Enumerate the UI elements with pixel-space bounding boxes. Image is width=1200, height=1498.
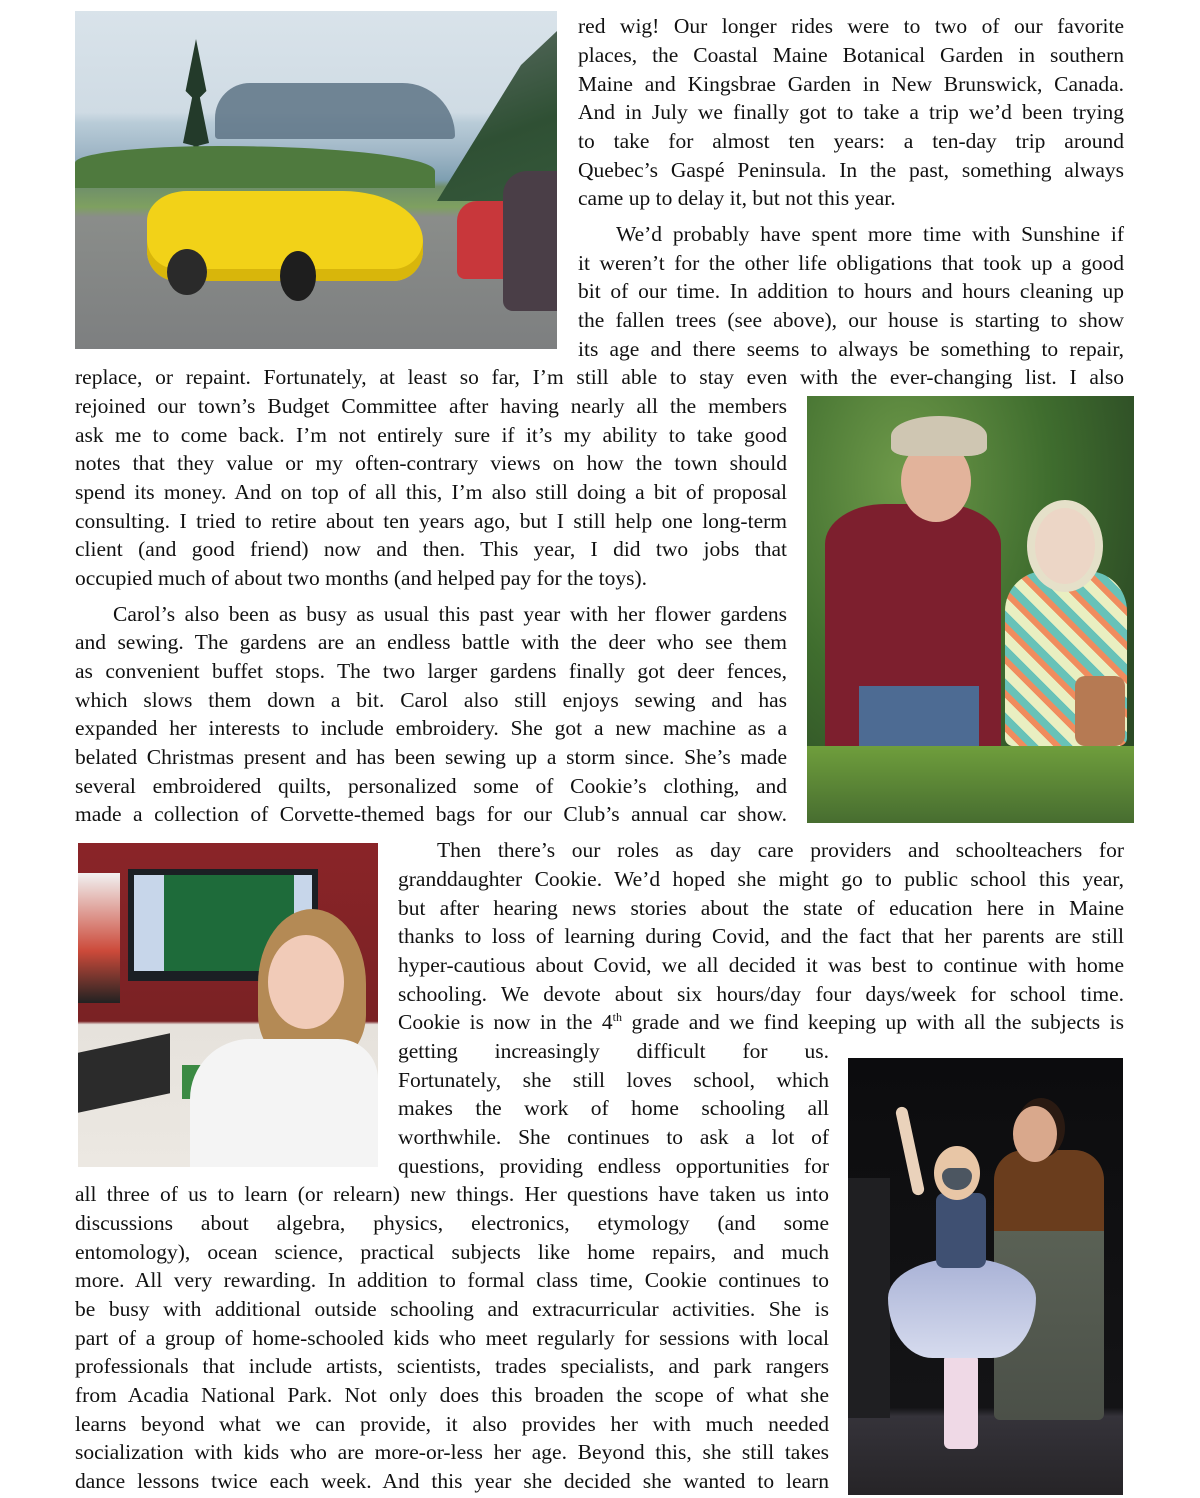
text-line: granddaughter Cookie. We’d hoped she might go to public school this year,: [398, 867, 1124, 891]
text-line: and sewing. The gardens are an endless battle with the deer who see them: [75, 630, 787, 654]
text-line: consulting. I tried to retire about ten years ago, but I still help one long-term: [75, 509, 787, 533]
text-line: spend its money. And on top of all this, I’m also still doing a bit of proposal: [75, 480, 787, 504]
text-line: as convenient buffet stops. The two larger gardens finally got deer fences,: [75, 659, 787, 683]
text-line: Then there’s our roles as day care providers and schoolteachers for: [437, 838, 1124, 862]
text-line: from Acadia National Park. Not only does this broaden the scope of what she: [75, 1383, 829, 1407]
text-line: made a collection of Corvette-themed bags for our Club’s annual car show.: [75, 802, 787, 826]
text-line: Maine and Kingsbrae Garden in New Brunswick, Canada.: [578, 72, 1124, 96]
text-line: its age and there seems to always be something to repair,: [578, 337, 1124, 361]
text-line: occupied much of about two months (and helped pay for the toys).: [75, 566, 647, 590]
text-line: several embroidered quilts, personalized some of Cookie’s clothing, and: [75, 774, 787, 798]
text-line: the fallen trees (see above), our house is starting to show: [578, 308, 1124, 332]
text-line: client (and good friend) now and then. This year, I did two jobs that: [75, 537, 787, 561]
text-line: it weren’t for the other life obligations that took up a good: [578, 251, 1124, 275]
text-line: Fortunately, she still loves school, which: [398, 1068, 829, 1092]
text-line: thanks to loss of learning during Covid, and the fact that her parents are still: [398, 924, 1124, 948]
ordinal-superscript: th: [612, 1010, 622, 1024]
text-line: dance lessons twice each week. And this year she decided she wanted to learn: [75, 1469, 829, 1493]
text-line: expanded her interests to include embroidery. She got a new machine as a: [75, 716, 787, 740]
text-line: replace, or repaint. Fortunately, at least so far, I’m still able to stay even with the ever-changing list. I also: [75, 365, 1124, 389]
text-line: but after hearing news stories about the state of education here in Maine: [398, 896, 1124, 920]
text-line: which slows them down a bit. Carol also still enjoys sewing and has: [75, 688, 787, 712]
text-line: belated Christmas present and has been sewing up a storm since. She’s made: [75, 745, 787, 769]
text-line: red wig! Our longer rides were to two of our favorite: [578, 14, 1124, 38]
text-line: schooling. We devote about six hours/day four days/week for school time.: [398, 982, 1124, 1006]
couple-garden-photo: [807, 396, 1134, 823]
cookie-computer-photo: [78, 843, 378, 1167]
text-line: Carol’s also been as busy as usual this past year with her flower gardens: [113, 602, 787, 626]
text-line: ask me to come back. I’m not entirely sure if it’s my ability to take good: [75, 423, 787, 447]
text-line: We’d probably have spent more time with Sunshine if: [616, 222, 1124, 246]
text-line: bit of our time. In addition to hours and hours cleaning up: [578, 279, 1124, 303]
text-line: rejoined our town’s Budget Committee after having nearly all the members: [75, 394, 787, 418]
text-line: more. All very rewarding. In addition to formal class time, Cookie continues to: [75, 1268, 829, 1292]
text-line: And in July we finally got to take a trip we’d been trying: [578, 100, 1124, 124]
text-line: getting increasingly difficult for us.: [398, 1039, 829, 1063]
corvette-photo: [75, 11, 557, 349]
text-line: Quebec’s Gaspé Peninsula. In the past, something always: [578, 158, 1124, 182]
text-line: part of a group of home-schooled kids who meet regularly for sessions with local: [75, 1326, 829, 1350]
text-line: questions, providing endless opportunities for: [398, 1154, 829, 1178]
text-line: came up to delay it, but not this year.: [578, 186, 896, 210]
text-line: professionals that include artists, scientists, trades specialists, and park rangers: [75, 1354, 829, 1378]
text-line: be busy with additional outside schooling and extracurricular activities. She is: [75, 1297, 829, 1321]
text-line: all three of us to learn (or relearn) new things. Her questions have taken us into: [75, 1182, 829, 1206]
text-line: places, the Coastal Maine Botanical Garden in southern: [578, 43, 1124, 67]
text-line: discussions about algebra, physics, electronics, etymology (and some: [75, 1211, 829, 1235]
text-line: notes that they value or my often-contrary views on how the town should: [75, 451, 787, 475]
text-line: worthwhile. She continues to ask a lot of: [398, 1125, 829, 1149]
text-line: Cookie is now in the 4th grade and we find keeping up with all the subjects is: [398, 1010, 1124, 1034]
cookie-dance-photo: [848, 1058, 1123, 1495]
text-line: socialization with kids who are more-or-less her age. Beyond this, she still takes: [75, 1440, 829, 1464]
text-line: hyper-cautious about Covid, we all decided it was best to continue with home: [398, 953, 1124, 977]
text-line: entomology), ocean science, practical subjects like home repairs, and much: [75, 1240, 829, 1264]
text-line: learns beyond what we can provide, it also provides her with much needed: [75, 1412, 829, 1436]
text-line: to take for almost ten years: a ten-day trip around: [578, 129, 1124, 153]
text-line: makes the work of home schooling all: [398, 1096, 829, 1120]
